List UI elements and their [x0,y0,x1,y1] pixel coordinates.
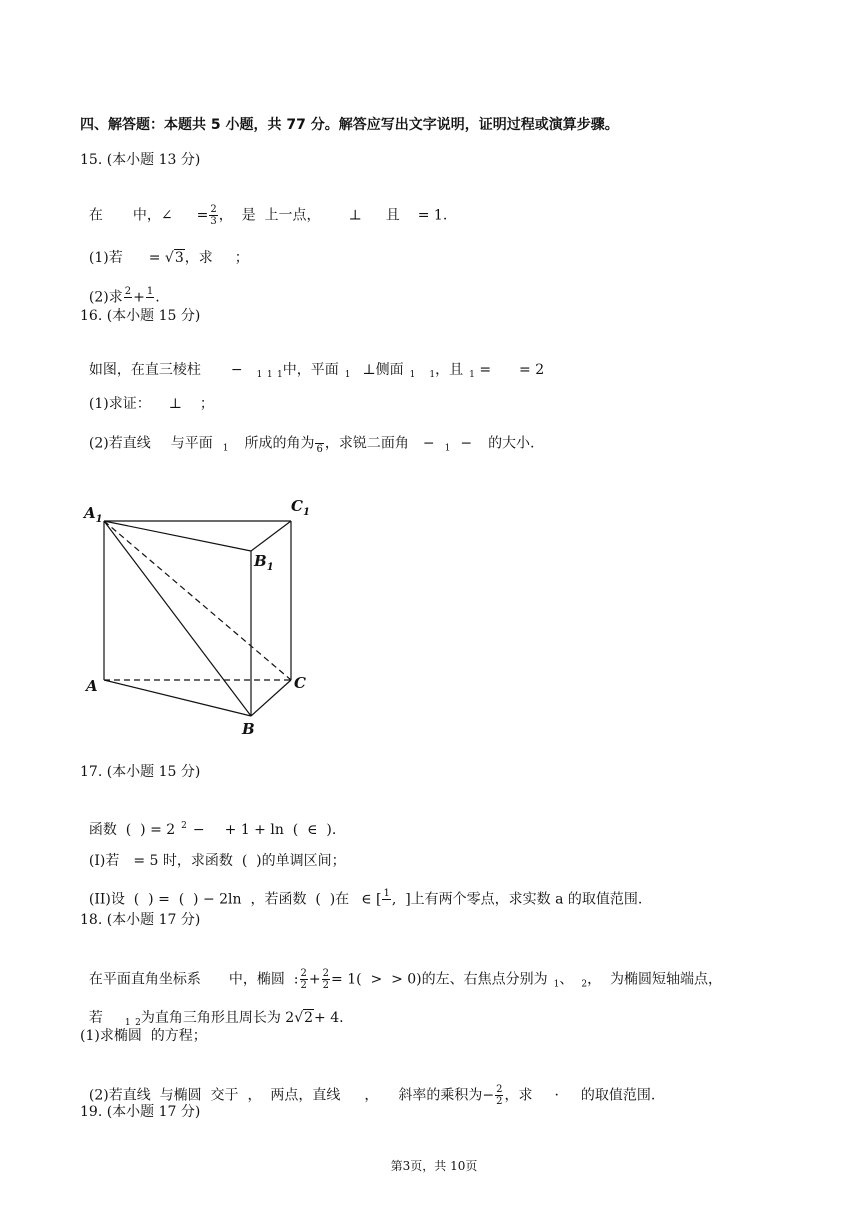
fraction: 1 [146,286,154,297]
label-c: C [294,674,306,692]
label-c1: $C_1$ [291,497,310,518]
label-a: A [86,677,98,695]
edge-b1-c1 [251,521,291,551]
fraction: 6 [315,432,323,455]
problem-15-question-1: (1)若 = √3，求 ； [88,250,249,266]
fraction: 2 [124,286,132,297]
problem-15-title: 15. (本小题 13 分) [80,152,201,168]
problem-15-question-2: (2)求 2 + 1 . [80,266,160,309]
edge-a1-c-dashed [104,521,291,680]
fraction: 1 [383,888,390,899]
edge-b-c [251,680,291,716]
problem-18-question-1: (1)求椭圆 的方程； [80,1028,207,1044]
problem-16-stem: 如图，在直三棱柱 − $_1$ $_1$ $_1$中，平面 $_1$ ⊥侧面 $_1$ $_1$，且 $_1$ = = 2 [88,362,545,380]
problem-17-stem: 函数 ( ) = 2 $^2$ − + 1 + ln ( ∈ ). [88,821,337,838]
edge-a1-b1 [104,521,251,551]
problem-17-question-2: (II)设 ( ) = ( ) − 2ln ，若函数 ( )在 ∈ [ 1 , ]上有两个零点，求实数 a 的取值范围. [80,868,642,911]
problem-18-stem: 在平面直角坐标系 中，椭圆 : $\frac{2}{2}$ + $\frac{2}{2}$ = 1( > > 0)的左、右焦点分别为 $_1$、 $_2$， 为椭圆短轴端点， [88,968,723,991]
edge-a1-b [104,521,251,716]
problem-18-stem-line-2: 若 $_1$ $_2$为直角三角形且周长为 2√2+ 4. [88,1010,344,1028]
label-a1: $A_1$ [84,504,103,525]
problem-19-title: 19. (本小题 17 分) [80,1104,201,1120]
fraction: $\frac{2}{2}$ [496,1084,503,1107]
problem-16-question-1: (1)求证： ⊥ ； [88,396,214,412]
fraction: $\frac{2}{2}$ [322,968,330,991]
label-b: B [242,720,255,738]
page-footer: 第3页，共 10页 [390,1159,478,1173]
edge-a-b [104,680,251,716]
triangular-prism-figure [78,494,338,744]
section-heading: 四、解答题：本题共 5 小题，共 77 分。解答应写出文字说明，证明过程或演算步骤。 [80,117,619,133]
problem-15-stem: 在 中，∠ = $\frac{2}{3}$ ， 是 上一点， ⊥ 且 = 1. [88,204,448,227]
problem-17-title: 17. (本小题 15 分) [80,764,201,780]
problem-18-title: 18. (本小题 17 分) [80,912,201,928]
fraction: $\frac{2}{3}$ [210,204,217,227]
problem-18-question-2: (2)若直线 与椭圆 交于 ， 两点，直线 ， 斜率的乘积为− $\frac{2}{2}$ ，求 · 的取值范围. [88,1084,656,1107]
problem-17-question-1: (I)若 = 5 时，求函数 ( )的单调区间； [88,853,346,869]
label-b1: $B_1$ [254,552,274,573]
problem-16-question-2: (2)若直线 与平面 $_1$ 所成的角为 6 ，求锐二面角 − $_1$ − 的大小. [80,412,535,459]
problem-16-title: 16. (本小题 15 分) [80,308,201,324]
fraction: $\frac{2}{2}$ [300,968,307,991]
